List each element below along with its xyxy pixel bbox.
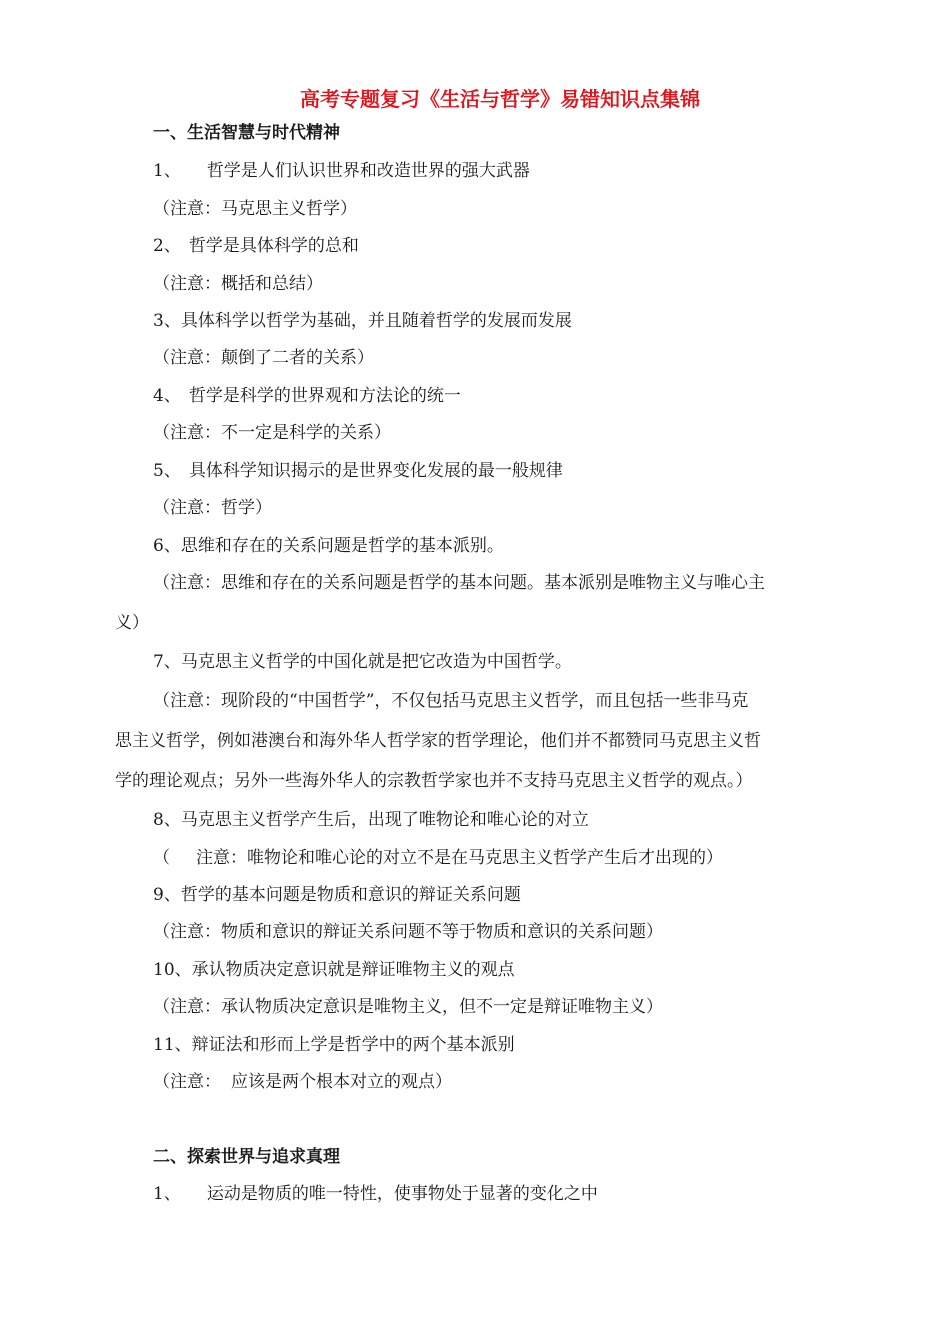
item-9-note: （注意：物质和意识的辩证关系问题不等于物质和意识的关系问题） <box>153 922 663 942</box>
item-text: 具体科学知识揭示的是世界变化发展的最一般规律 <box>188 461 563 481</box>
item-number: 5、 <box>153 461 181 481</box>
note-text: 注意：唯物论和唯心论的对立不是在马克思主义哲学产生后才出现的） <box>196 848 723 868</box>
item-11-note <box>153 1069 452 1095</box>
item-2-note: （注意：概括和总结） <box>153 274 323 294</box>
item-text: 具体科学以哲学为基础，并且随着哲学的发展而发展 <box>180 311 572 331</box>
item-text: 运动是物质的唯一特性，使事物处于显著的变化之中 <box>206 1184 598 1204</box>
item-text: 马克思主义哲学产生后，出现了唯物论和唯心论的对立 <box>180 810 589 830</box>
item-text: 哲学是人们认识世界和改造世界的强大武器 <box>206 161 530 181</box>
item-number: 11、 <box>153 1035 192 1055</box>
item-7-note-line-3: 学的理论观点；另外一些海外华人的宗教哲学家也并不支持马克思主义哲学的观点。） <box>115 771 753 791</box>
item-8-note <box>153 845 723 871</box>
item-number: 1、 <box>153 1184 181 1204</box>
item-9 <box>153 882 521 908</box>
item-1-note: （注意：马克思主义哲学） <box>153 199 357 219</box>
item-number: 4、 <box>153 386 181 406</box>
item-number: 10、 <box>153 960 192 980</box>
item-number: 7、 <box>153 652 181 672</box>
item-7-note-line-2: 思主义哲学，例如港澳台和海外华人哲学家的哲学理论，他们并不都赞同马克思主义哲 <box>115 731 761 751</box>
item-3-note: （注意：颠倒了二者的关系） <box>153 348 374 368</box>
item-text: 辩证法和形而上学是哲学中的两个基本派别 <box>191 1035 515 1055</box>
item-number: 9、 <box>153 885 181 905</box>
section-heading-1: 一、生活智慧与时代精神 <box>153 123 340 143</box>
item-text: 哲学是科学的世界观和方法论的统一 <box>188 386 461 406</box>
item-6-note-line-2: 义） <box>115 613 149 633</box>
item-6 <box>153 533 504 559</box>
item-text: 哲学是具体科学的总和 <box>188 236 359 256</box>
item-2 <box>153 233 359 259</box>
item-text: 思维和存在的关系问题是哲学的基本派别。 <box>180 536 504 556</box>
item-5-note: （注意：哲学） <box>153 498 272 518</box>
item-1 <box>153 158 530 184</box>
section2-item-1 <box>153 1181 598 1207</box>
item-3 <box>153 308 572 334</box>
item-text: 马克思主义哲学的中国化就是把它改造为中国哲学。 <box>180 652 572 672</box>
item-4-note: （注意：不一定是科学的关系） <box>153 423 391 443</box>
item-6-note-line-1: （注意：思维和存在的关系问题是哲学的基本问题。基本派别是唯物主义与唯心主 <box>153 573 765 593</box>
item-10-note: （注意：承认物质决定意识是唯物主义，但不一定是辩证唯物主义） <box>153 997 663 1017</box>
item-7-note-line-1: （注意：现阶段的“中国哲学”，不仅包括马克思主义哲学，而且包括一些非马克 <box>153 691 749 711</box>
item-5 <box>153 458 563 484</box>
item-7 <box>153 649 572 675</box>
item-number: 8、 <box>153 810 181 830</box>
item-8 <box>153 807 589 833</box>
item-number: 2、 <box>153 236 181 256</box>
item-number: 6、 <box>153 536 181 556</box>
item-number: 1、 <box>153 161 181 181</box>
item-4 <box>153 383 461 409</box>
section-heading-2: 二、探索世界与追求真理 <box>153 1147 340 1167</box>
item-10 <box>153 957 515 983</box>
note-text: 应该是两个根本对立的观点） <box>231 1072 452 1092</box>
note-open-paren: （注意： <box>153 1072 221 1092</box>
document-title: 高考专题复习《生活与哲学》易错知识点集锦 <box>300 87 700 111</box>
item-text: 承认物质决定意识就是辩证唯物主义的观点 <box>191 960 515 980</box>
item-number: 3、 <box>153 311 181 331</box>
item-text: 哲学的基本问题是物质和意识的辩证关系问题 <box>180 885 521 905</box>
item-11 <box>153 1032 515 1058</box>
note-open-paren: （ <box>153 848 170 868</box>
